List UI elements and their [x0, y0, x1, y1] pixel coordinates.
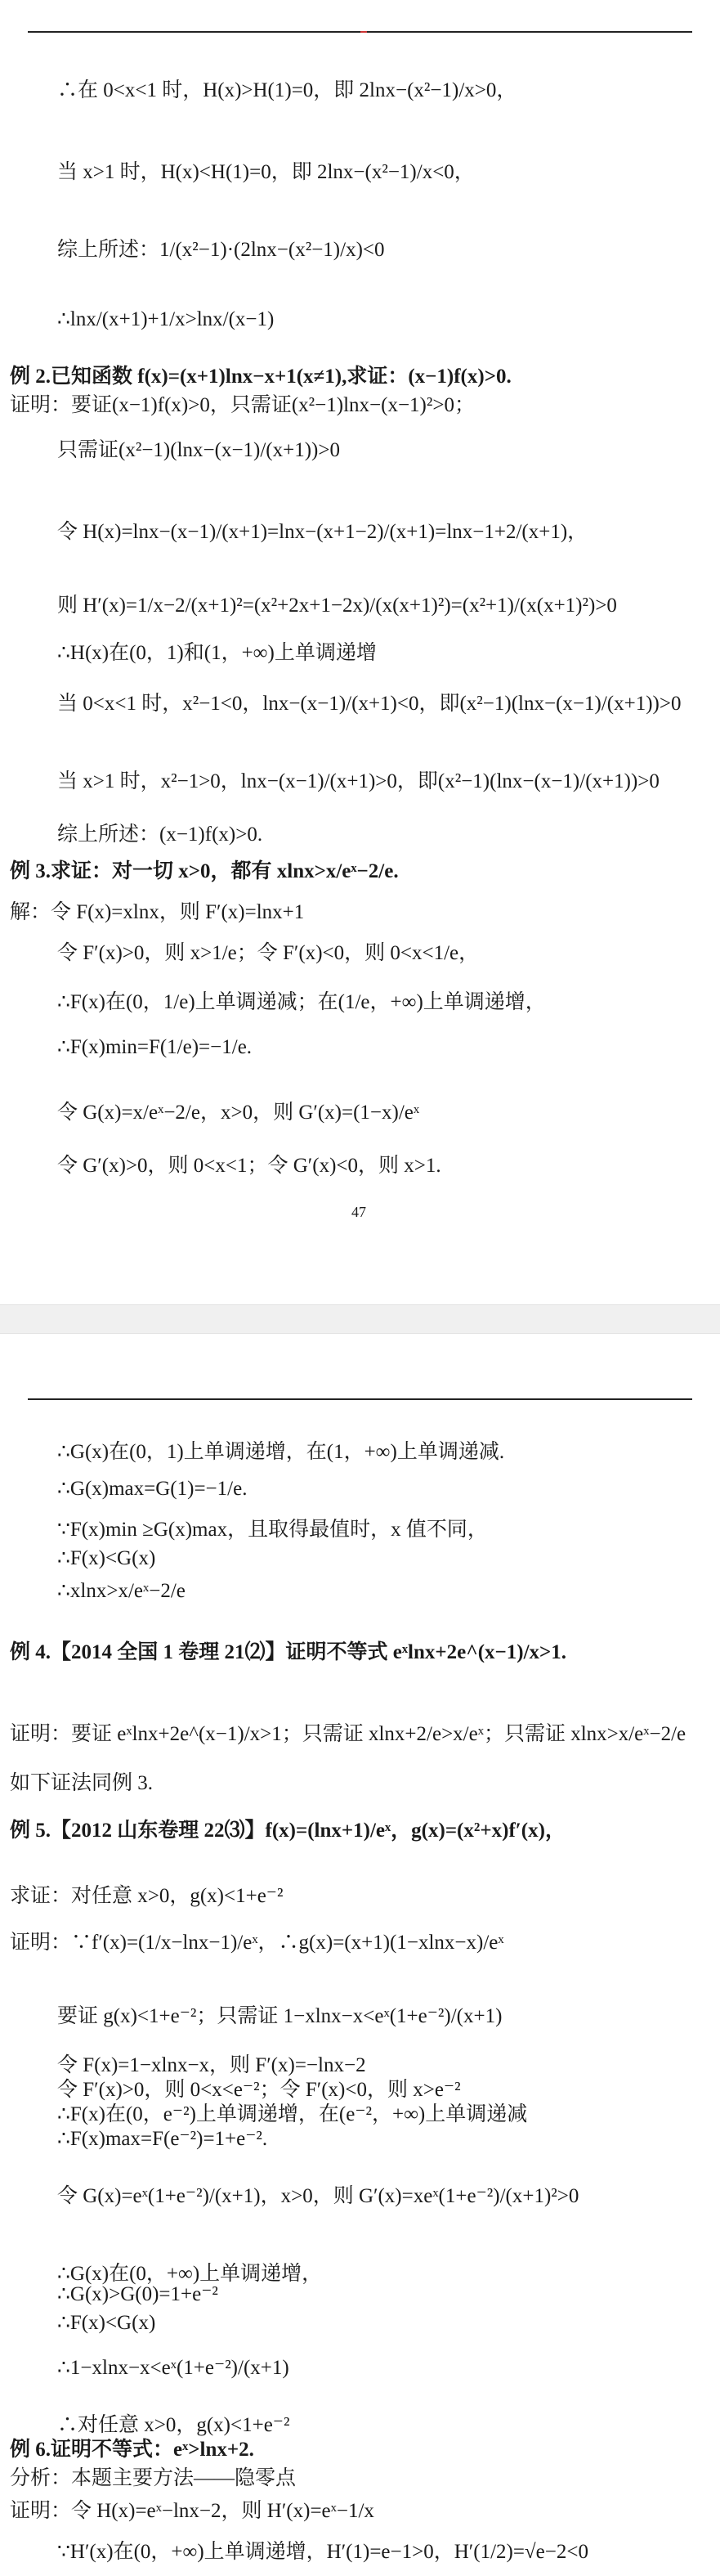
text-line: 只需证(x²−1)(lnx−(x−1)/(x+1))>0: [57, 439, 340, 461]
text-line: ∴对任意 x>0，g(x)<1+e⁻²: [57, 2414, 290, 2436]
text-line: 当 0<x<1 时，x²−1<0，lnx−(x−1)/(x+1)<0，即(x²−1)(lnx−(x−1)/(x+1))>0: [57, 693, 682, 715]
text-line: 证明：∵f′(x)=(1/x−lnx−1)/eˣ，∴g(x)=(x+1)(1−xlnx−x)/eˣ: [10, 1932, 504, 1954]
text-line: 综上所述：1/(x²−1)·(2lnx−(x²−1)/x)<0: [57, 239, 385, 261]
text-line: ∴在 0<x<1 时，H(x)>H(1)=0，即 2lnx−(x²−1)/x>0，: [57, 79, 517, 101]
text-line: ∴F(x)<G(x): [57, 2312, 156, 2334]
text-line: 证明：要证 eˣlnx+2e^(x−1)/x>1；只需证 xlnx+2/e>x/eˣ；只需证 xlnx>x/eˣ−2/e: [10, 1723, 686, 1745]
text-line: ∴F(x)在(0，e⁻²)上单调递增，在(e⁻²，+∞)上单调递减: [57, 2103, 528, 2125]
text-line: ∵H′(x)在(0，+∞)上单调递增，H′(1)=e−1>0，H′(1/2)=√e−2<0: [57, 2541, 588, 2563]
text-line: 令 G′(x)>0，则 0<x<1；令 G′(x)<0，则 x>1.: [57, 1155, 441, 1177]
text-line: 令 H(x)=lnx−(x−1)/(x+1)=lnx−(x+1−2)/(x+1)=lnx−1+2/(x+1)，: [57, 521, 588, 543]
example-heading: 例 6.证明不等式：eˣ>lnx+2.: [10, 2439, 254, 2461]
example-heading: 例 2.已知函数 f(x)=(x+1)lnx−x+1(x≠1),求证：(x−1)f(x)>0.: [10, 366, 512, 388]
example-heading: 例 3.求证：对一切 x>0，都有 xlnx>x/eˣ−2/e.: [10, 860, 399, 882]
text-line: ∴F(x)max=F(e⁻²)=1+e⁻².: [57, 2128, 268, 2150]
text-line: ∴lnx/(x+1)+1/x>lnx/(x−1): [57, 308, 275, 330]
text-line: 令 F′(x)>0，则 0<x<e⁻²；令 F′(x)<0，则 x>e⁻²: [57, 2079, 461, 2101]
text-line: 令 G(x)=eˣ(1+e⁻²)/(x+1)，x>0，则 G′(x)=xeˣ(1+e⁻²)/(x+1)²>0: [57, 2185, 579, 2207]
text-line: 分析：本题主要方法——隐零点: [10, 2467, 297, 2489]
text-line: 综上所述：(x−1)f(x)>0.: [57, 824, 263, 846]
text-line: ∵F(x)min ≥G(x)max，且取得最值时，x 值不同，: [57, 1519, 488, 1541]
text-line: ∴F(x)在(0，1/e)上单调递减；在(1/e，+∞)上单调递增，: [57, 991, 546, 1013]
text-line: 令 F(x)=1−xlnx−x，则 F′(x)=−lnx−2: [57, 2054, 366, 2076]
text-line: 当 x>1 时，x²−1>0，lnx−(x−1)/(x+1)>0，即(x²−1)(lnx−(x−1)/(x+1))>0: [57, 770, 660, 792]
text-line: 令 G(x)=x/eˣ−2/e，x>0，则 G′(x)=(1−x)/eˣ: [57, 1102, 420, 1124]
text-line: 求证：对任意 x>0，g(x)<1+e⁻²: [10, 1885, 284, 1907]
text-line: 则 H′(x)=1/x−2/(x+1)²=(x²+2x+1−2x)/(x(x+1)²)=(x²+1)/(x(x+1)²)>0: [57, 595, 617, 617]
text-line: ∴F(x)min=F(1/e)=−1/e.: [57, 1036, 253, 1058]
text-line: ∴G(x)max=G(1)=−1/e.: [57, 1478, 248, 1500]
text-line: ∴G(x)在(0，1)上单调递增，在(1，+∞)上单调递减.: [57, 1441, 505, 1463]
text-line: 证明：要证(x−1)f(x)>0，只需证(x²−1)lnx−(x−1)²>0；: [10, 394, 475, 416]
example-heading: 例 5.【2012 山东卷理 22⑶】f(x)=(lnx+1)/eˣ，g(x)=(x²+x)f′(x)，: [10, 1820, 566, 1842]
text-line: ∴F(x)<G(x): [57, 1547, 156, 1569]
text-line: ∴G(x)在(0，+∞)上单调递增，: [57, 2263, 323, 2285]
red-mark: [360, 31, 367, 33]
text-line: 要证 g(x)<1+e⁻²；只需证 1−xlnx−x<eˣ(1+e⁻²)/(x+1): [57, 2005, 503, 2027]
text-line: ∴xlnx>x/eˣ−2/e: [57, 1580, 186, 1602]
page-number: 47: [351, 1204, 366, 1220]
text-line: 令 F′(x)>0，则 x>1/e；令 F′(x)<0，则 0<x<1/e，: [57, 942, 480, 964]
text-line: ∴G(x)>G(0)=1+e⁻²: [57, 2283, 218, 2305]
page-separator: [0, 1304, 720, 1334]
text-line: 如下证法同例 3.: [10, 1772, 154, 1794]
text-line: ∴1−xlnx−x<eˣ(1+e⁻²)/(x+1): [57, 2357, 289, 2379]
page-top-rule: [28, 31, 692, 33]
text-line: 证明：令 H(x)=eˣ−lnx−2，则 H′(x)=eˣ−1/x: [10, 2500, 374, 2522]
text-line: 当 x>1 时，H(x)<H(1)=0，即 2lnx−(x²−1)/x<0，: [57, 161, 475, 183]
example-heading: 例 4.【2014 全国 1 卷理 21⑵】证明不等式 eˣlnx+2e^(x−1)/x>1.: [10, 1641, 567, 1663]
page2-top-rule: [28, 1398, 692, 1400]
text-line: ∴H(x)在(0，1)和(1，+∞)上单调递增: [57, 642, 377, 664]
text-line: 解：令 F(x)=xlnx，则 F′(x)=lnx+1: [10, 901, 305, 923]
